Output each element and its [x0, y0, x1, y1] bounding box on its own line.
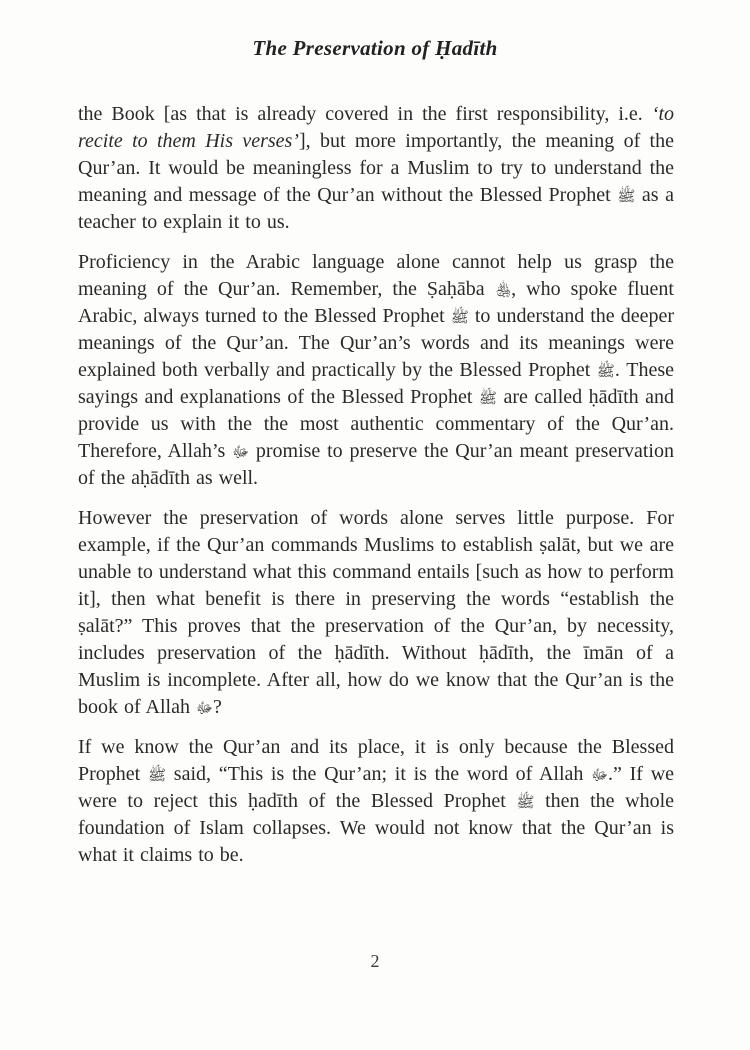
text-run: If we know the Qur’an and its place, it is only because the Blessed Prophet [78, 736, 674, 785]
paragraph [78, 249, 674, 492]
text-run: .” If we were to reject this ḥadīth of the Blessed Prophet [78, 763, 675, 812]
text-run: the Book [as that is already covered in the first responsibility, i.e. [78, 103, 652, 125]
body-text [78, 101, 674, 882]
honorific-symbol: ﷺ [617, 187, 636, 205]
text-run: as a teacher to explain it to us. [78, 184, 674, 233]
text-run: , who spoke fluent Arabic, always turned to the Blessed Prophet [78, 278, 674, 327]
paragraph [78, 505, 674, 721]
text-run: then the whole foundation of Islam collapses. We would not know that the Qur’an is what it claims to be. [78, 790, 674, 866]
honorific-symbol: ﷺ [450, 308, 469, 326]
honorific-symbol: ﷺ [516, 793, 535, 811]
text-run: Proficiency in the Arabic language alone cannot help us grasp the meaning of the Qur’an. Remember, the Ṣaḥāba [78, 251, 674, 300]
text-run: ‘to recite to them His verses’ [78, 103, 674, 152]
text-run: said, “This is the Qur’an; it is the word of Allah [166, 763, 592, 785]
running-header: The Preservation of Ḥadīth [252, 36, 498, 60]
honorific-symbol: ﷺ [596, 362, 615, 380]
honorific-symbol: ﷺ [478, 389, 498, 407]
text-run: However the preservation of words alone serves little purpose. For example, if the Qur’an commands Muslims to establish ṣalāt, but we are unable to understand what this command entails [such as how to perform it], then what benefit is there in preserving the words “establish the ṣalāt?” This proves that the preservation of the Qur’an, by necessity, includes preservation of the ḥādīth. Without ḥādīth, the īmān of a Muslim is incomplete. After all, how do we know that the Qur’an is the book of Allah [78, 507, 674, 718]
paragraph [78, 734, 674, 869]
text-run: ? [212, 696, 222, 718]
text-run: are called ḥādīth and provide us with the the most authentic commentary of the Qur’an. Therefore, Allah’s [78, 386, 674, 462]
honorific-symbol: ﷻ [591, 766, 609, 784]
paragraph [78, 101, 674, 236]
text-run: promise to preserve the Qur’an meant preservation of the aḥādīth as well. [78, 440, 674, 489]
text-run: ], but more importantly, the meaning of the Qur’an. It would be meaningless for a Muslim to try to understand the meaning and message of the Qur’an without the Blessed Prophet [78, 130, 674, 206]
honorific-symbol: ﷺ [147, 766, 167, 784]
honorific-symbol: ﷻ [196, 699, 213, 717]
page-number: 2 [370, 951, 380, 971]
text-run: . These sayings and explanations of the Blessed Prophet [78, 359, 674, 408]
honorific-symbol: ﷻ [232, 443, 250, 461]
text-run: to understand the deeper meanings of the Qur’an. The Qur’an’s words and its meanings were explained both verbally and practically by the Blessed Prophet [78, 305, 674, 381]
honorific-symbol: ﵃ [494, 281, 512, 299]
